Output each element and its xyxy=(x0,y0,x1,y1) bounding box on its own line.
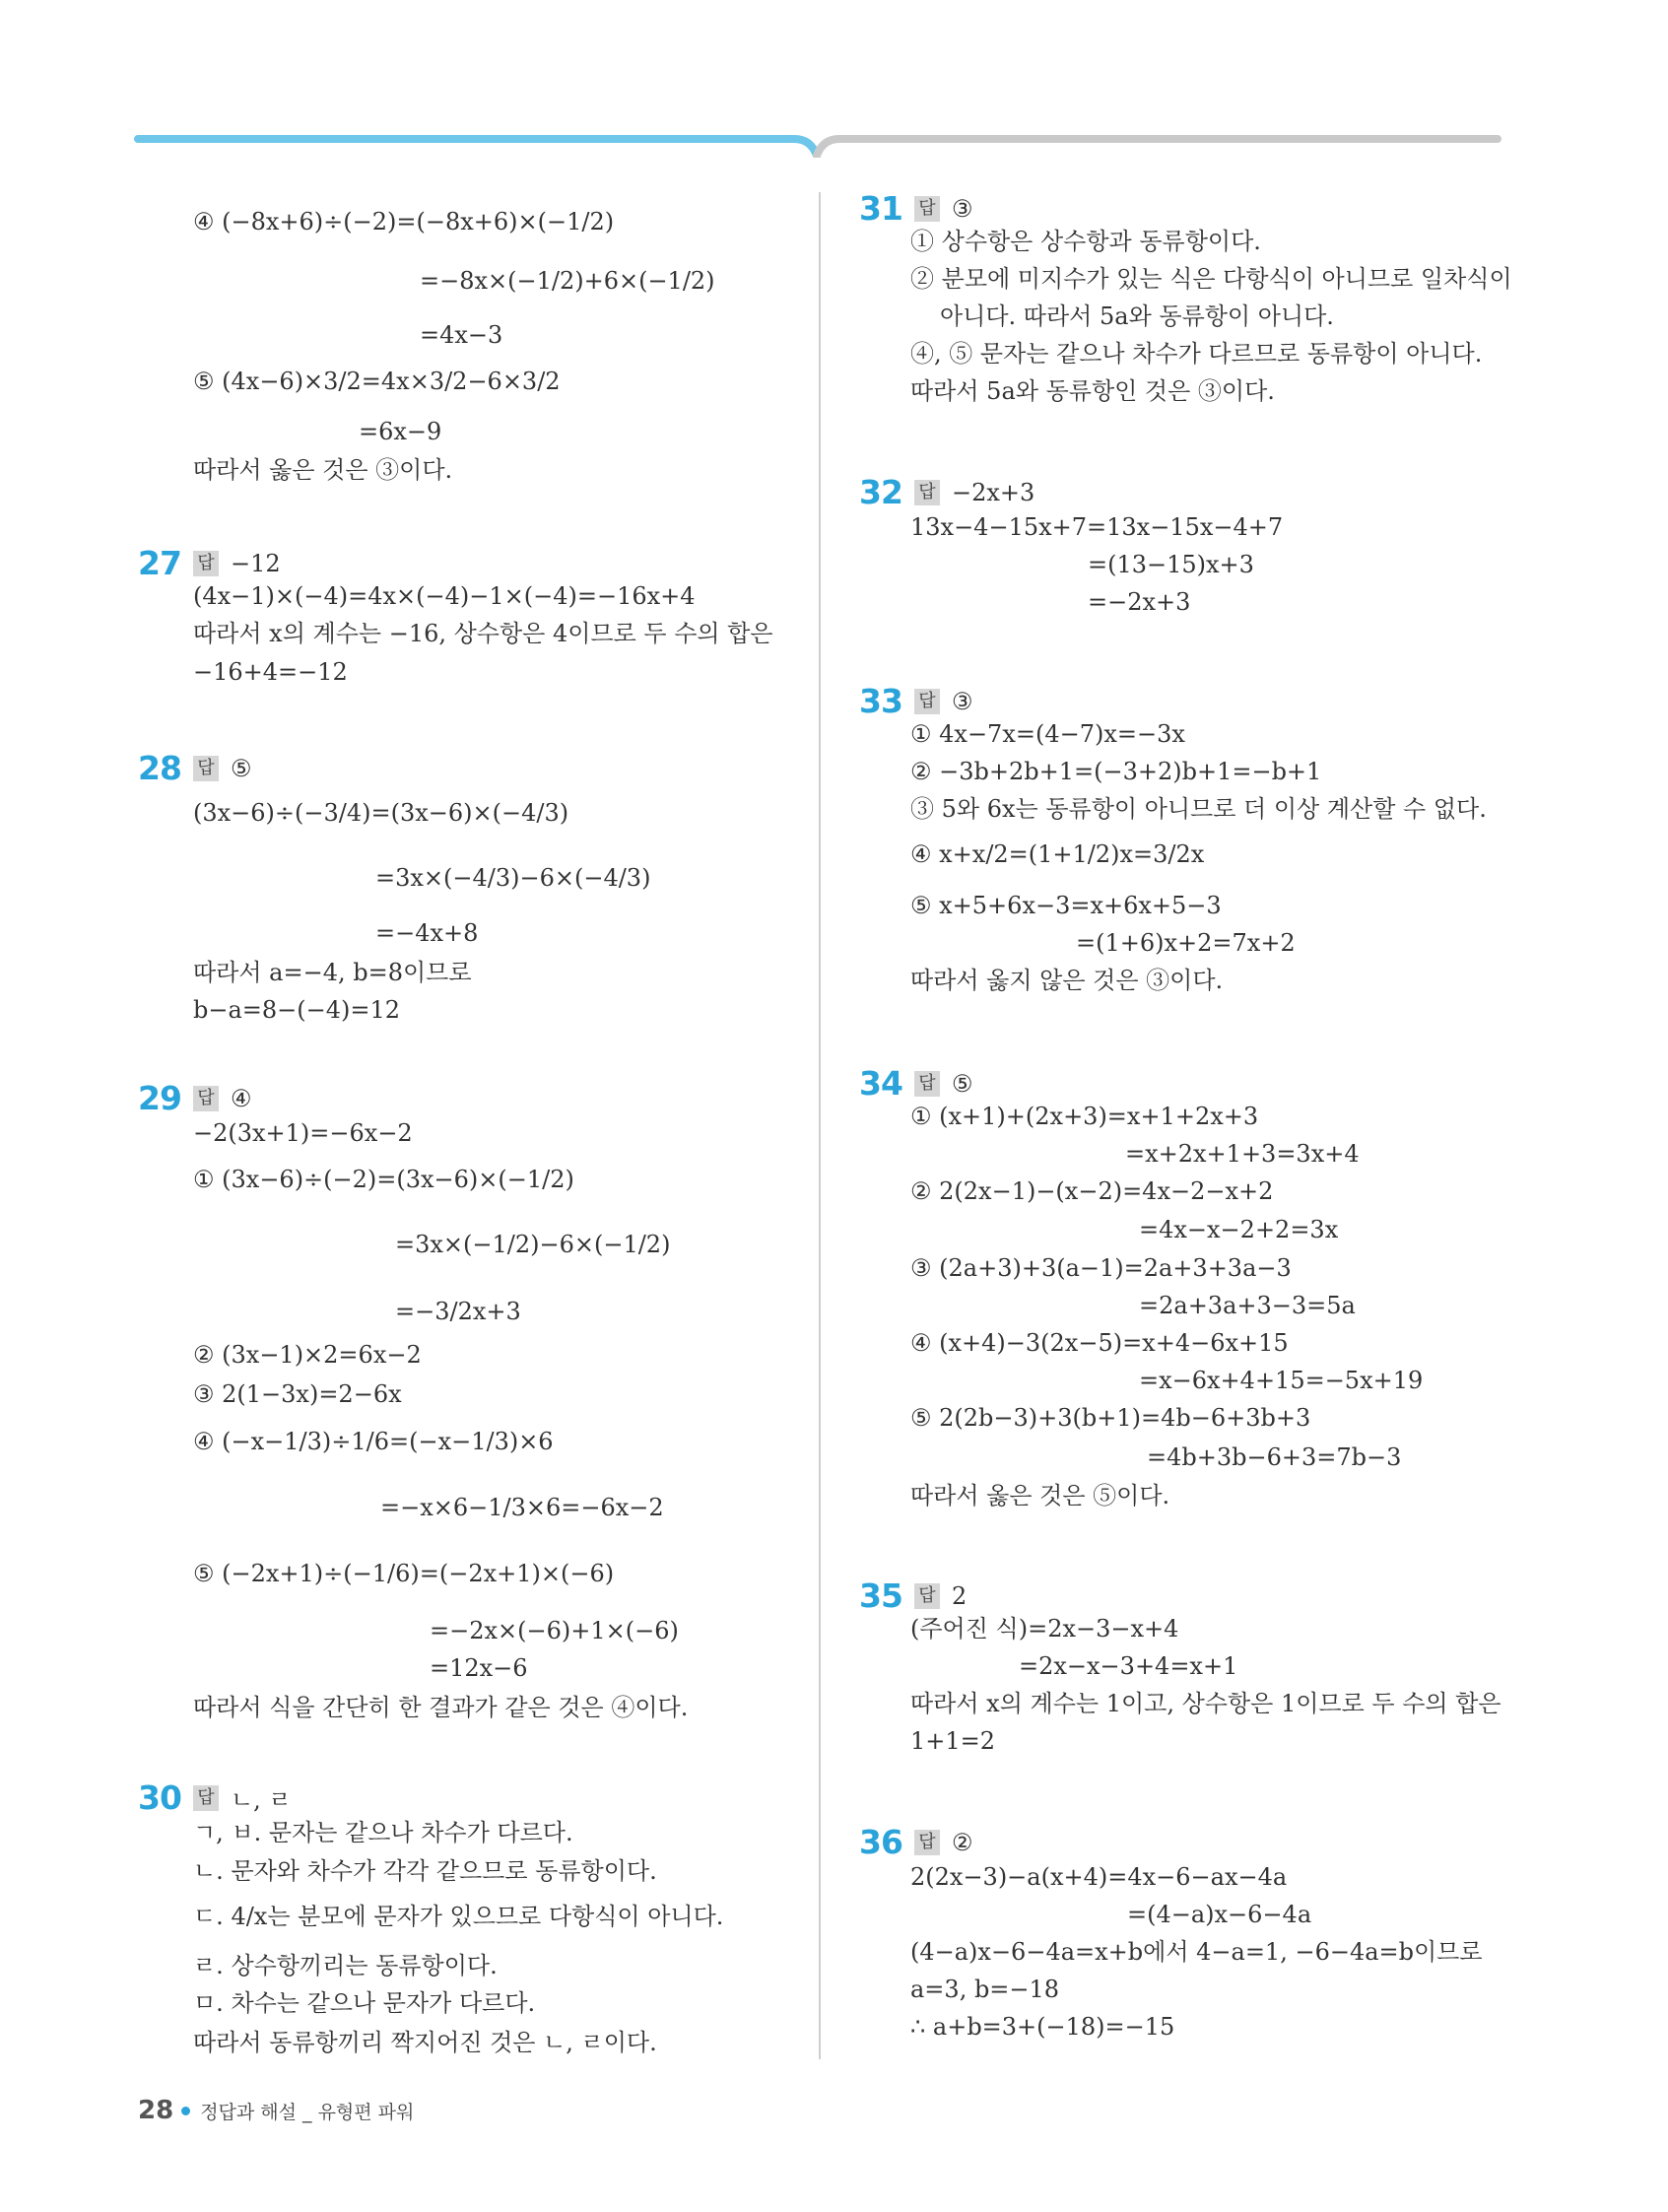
solution-line: 1+1=2 xyxy=(910,1727,996,1755)
solution-line: 따라서 x의 계수는 1이고, 상수항은 1이므로 두 수의 합은 xyxy=(910,1690,1501,1717)
answer-value: ⑤ xyxy=(231,754,252,782)
answer-value: −2x+3 xyxy=(952,478,1035,506)
problem-header xyxy=(859,189,973,228)
answer-value: ③ xyxy=(952,194,973,223)
problem-number: 33 xyxy=(859,682,902,720)
solution-line: 13x−4−15x+7=13x−15x−4+7 xyxy=(910,513,1284,541)
answer-tag: 답 xyxy=(193,1086,219,1111)
problem-header xyxy=(138,749,252,787)
answer-value: ⑤ xyxy=(952,1069,973,1098)
answer-tag: 답 xyxy=(914,1071,940,1097)
solution-line: =6x−9 xyxy=(359,418,442,445)
solution-line: ③ 5와 6x는 동류항이 아니므로 더 이상 계산할 수 없다. xyxy=(910,795,1487,823)
solution-line: ④ (−8x+6)÷(−2)=(−8x+6)×(−1/2) xyxy=(193,208,615,235)
solution-line: 따라서 옳지 않은 것은 ③이다. xyxy=(910,967,1224,994)
solution-line: ① (x+1)+(2x+3)=x+1+2x+3 xyxy=(910,1103,1259,1130)
solution-line: ④ x+x/2=(1+1/2)x=3/2x xyxy=(910,840,1205,868)
answer-tag: 답 xyxy=(193,756,219,781)
problem-number: 28 xyxy=(138,749,181,787)
solution-line: ㄷ. 4/x는 분모에 문자가 있으므로 다항식이 아니다. xyxy=(193,1903,724,1930)
solution-line: −16+4=−12 xyxy=(193,658,348,686)
problem-number: 31 xyxy=(859,189,902,228)
solution-line: 아니다. 따라서 5a와 동류항이 아니다. xyxy=(940,302,1334,330)
solution-line: (4−a)x−6−4a=x+b에서 4−a=1, −6−4a=b이므로 xyxy=(910,1938,1483,1966)
solution-line: =12x−6 xyxy=(430,1654,528,1682)
solution-line: ② −3b+2b+1=(−3+2)b+1=−b+1 xyxy=(910,758,1322,785)
solution-line: (3x−6)÷(−3/4)=(3x−6)×(−4/3) xyxy=(193,799,569,827)
problem-number: 30 xyxy=(138,1778,181,1817)
answer-value: 2 xyxy=(952,1581,967,1610)
answer-value: −12 xyxy=(231,549,281,577)
solution-line: =4x−3 xyxy=(420,321,503,349)
solution-line: 따라서 a=−4, b=8이므로 xyxy=(193,959,472,986)
solution-line: ⑤ x+5+6x−3=x+6x+5−3 xyxy=(910,892,1222,919)
problem-header xyxy=(859,1064,973,1103)
solution-line: =−4x+8 xyxy=(375,919,479,947)
solution-line: =−8x×(−1/2)+6×(−1/2) xyxy=(420,267,715,295)
answer-value: ② xyxy=(952,1828,973,1856)
problem-header xyxy=(859,1576,967,1615)
solution-line: 따라서 5a와 동류항인 것은 ③이다. xyxy=(910,377,1275,405)
solution-line: ⑤ (−2x+1)÷(−1/6)=(−2x+1)×(−6) xyxy=(193,1560,615,1587)
problem-header xyxy=(138,544,281,582)
solution-line: 따라서 x의 계수는 −16, 상수항은 4이므로 두 수의 합은 xyxy=(193,620,773,647)
solution-line: ② 분모에 미지수가 있는 식은 다항식이 아니므로 일차식이 xyxy=(910,265,1512,293)
problem-number: 34 xyxy=(859,1064,902,1103)
problem-number: 29 xyxy=(138,1079,181,1117)
solution-line: =(4−a)x−6−4a xyxy=(1127,1901,1312,1928)
solution-line: =3x×(−1/2)−6×(−1/2) xyxy=(395,1231,671,1258)
solution-line: ③ 2(1−3x)=2−6x xyxy=(193,1380,402,1408)
answer-tag: 답 xyxy=(914,1583,940,1609)
solution-line: ① 4x−7x=(4−7)x=−3x xyxy=(910,720,1185,748)
solution-line: ② (3x−1)×2=6x−2 xyxy=(193,1341,422,1369)
solution-line: =−x×6−1/3×6=−6x−2 xyxy=(380,1494,664,1521)
answer-tag: 답 xyxy=(914,480,940,505)
solution-line: (주어진 식)=2x−3−x+4 xyxy=(910,1615,1179,1642)
solution-line: =4b+3b−6+3=7b−3 xyxy=(1147,1443,1402,1471)
page-footer xyxy=(138,2096,414,2125)
solution-line: ㄴ. 문자와 차수가 각각 같으므로 동류항이다. xyxy=(193,1857,657,1885)
solution-line: ㅁ. 차수는 같으나 문자가 다르다. xyxy=(193,1989,536,2017)
solution-line: =2a+3a+3−3=5a xyxy=(1139,1292,1356,1319)
solution-line: 따라서 옳은 것은 ⑤이다. xyxy=(910,1482,1170,1509)
solution-line: 따라서 옳은 것은 ③이다. xyxy=(193,456,453,484)
column-divider xyxy=(819,192,821,2059)
solution-line: 따라서 동류항끼리 짝지어진 것은 ㄴ, ㄹ이다. xyxy=(193,2029,657,2056)
solution-line: 따라서 식을 간단히 한 결과가 같은 것은 ④이다. xyxy=(193,1694,689,1721)
solution-line: b−a=8−(−4)=12 xyxy=(193,996,401,1024)
solution-line: =4x−x−2+2=3x xyxy=(1139,1216,1339,1243)
answer-tag: 답 xyxy=(914,196,940,222)
solution-line: =x−6x+4+15=−5x+19 xyxy=(1139,1367,1424,1394)
problem-header xyxy=(138,1079,252,1117)
solution-line: =2x−x−3+4=x+1 xyxy=(1019,1652,1238,1680)
solution-line: ① 상수항은 상수항과 동류항이다. xyxy=(910,228,1261,255)
answer-value: ③ xyxy=(952,687,973,715)
solution-line: =x+2x+1+3=3x+4 xyxy=(1125,1140,1360,1168)
footer-dot-icon xyxy=(181,2107,190,2115)
solution-line: ② 2(2x−1)−(x−2)=4x−2−x+2 xyxy=(910,1177,1274,1205)
header-bar xyxy=(0,0,1668,158)
problem-number: 27 xyxy=(138,544,181,582)
page-number: 28 xyxy=(138,2096,174,2125)
solution-line: ⑤ (4x−6)×3/2=4x×3/2−6×3/2 xyxy=(193,368,561,395)
solution-line: =(13−15)x+3 xyxy=(1088,551,1254,578)
solution-line: ④, ⑤ 문자는 같으나 차수가 다르므로 동류항이 아니다. xyxy=(910,340,1483,368)
solution-line: ① (3x−6)÷(−2)=(3x−6)×(−1/2) xyxy=(193,1166,574,1193)
solution-line: a=3, b=−18 xyxy=(910,1976,1060,2003)
solution-line: ④ (−x−1/3)÷1/6=(−x−1/3)×6 xyxy=(193,1428,554,1455)
solution-line: =−3/2x+3 xyxy=(395,1298,521,1325)
answer-tag: 답 xyxy=(914,689,940,714)
problem-number: 36 xyxy=(859,1823,902,1861)
answer-tag: 답 xyxy=(193,551,219,576)
answer-value: ④ xyxy=(231,1084,252,1112)
problem-header xyxy=(859,682,973,720)
problem-header xyxy=(859,473,1034,511)
problem-number: 32 xyxy=(859,473,902,511)
solution-line: ㄱ, ㅂ. 문자는 같으나 차수가 다르다. xyxy=(193,1819,573,1846)
solution-line: =3x×(−4/3)−6×(−4/3) xyxy=(375,864,651,892)
solution-line: 2(2x−3)−a(x+4)=4x−6−ax−4a xyxy=(910,1863,1288,1891)
answer-tag: 답 xyxy=(914,1830,940,1855)
problem-header xyxy=(859,1823,973,1861)
solution-line: (4x−1)×(−4)=4x×(−4)−1×(−4)=−16x+4 xyxy=(193,582,696,610)
solution-line: =−2x×(−6)+1×(−6) xyxy=(430,1617,679,1644)
solution-line: −2(3x+1)=−6x−2 xyxy=(193,1119,413,1147)
footer-title: 정답과 해설 _ 유형편 파워 xyxy=(200,2101,415,2123)
solution-line: =−2x+3 xyxy=(1088,588,1191,616)
answer-tag: 답 xyxy=(193,1785,219,1811)
solution-line: ∴ a+b=3+(−18)=−15 xyxy=(910,2013,1175,2041)
problem-header xyxy=(138,1778,292,1817)
solution-line: =(1+6)x+2=7x+2 xyxy=(1076,929,1296,957)
solution-line: ㄹ. 상수항끼리는 동류항이다. xyxy=(193,1952,498,1979)
solution-line: ③ (2a+3)+3(a−1)=2a+3+3a−3 xyxy=(910,1254,1292,1282)
solution-line: ④ (x+4)−3(2x−5)=x+4−6x+15 xyxy=(910,1329,1289,1357)
answer-value: ㄴ, ㄹ xyxy=(231,1786,292,1814)
solution-line: ⑤ 2(2b−3)+3(b+1)=4b−6+3b+3 xyxy=(910,1404,1311,1432)
problem-number: 35 xyxy=(859,1576,902,1615)
